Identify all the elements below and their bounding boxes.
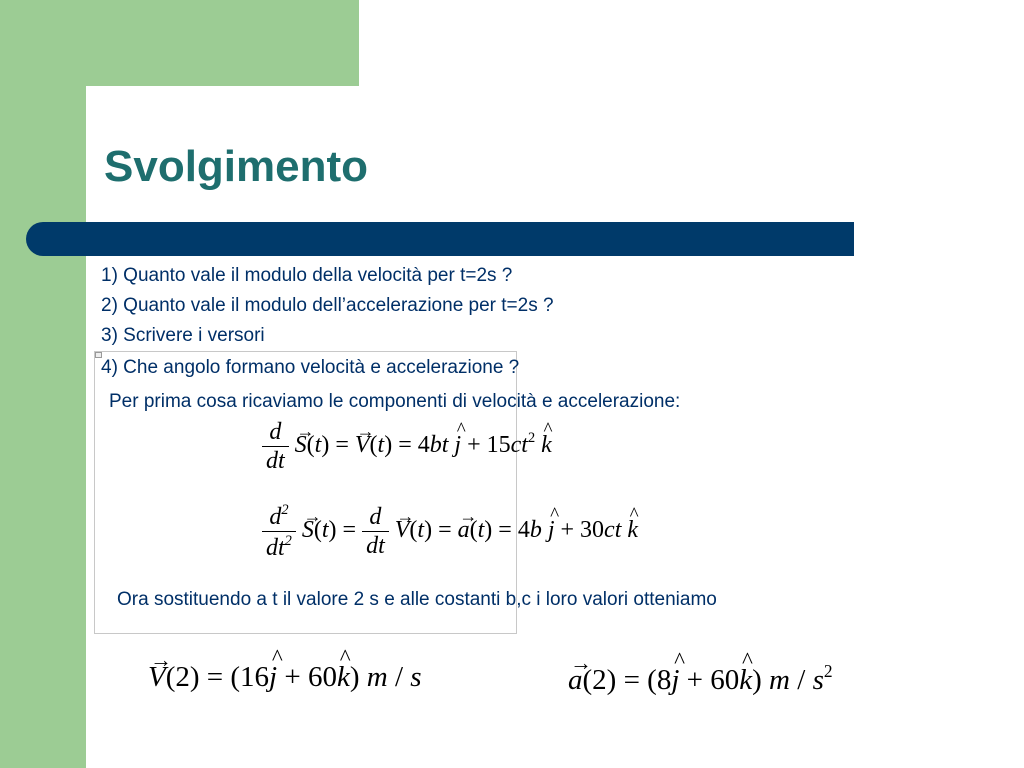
left-green-band (0, 0, 86, 768)
equation-acceleration-derivative: $\frac{d^2}{dt^2}$ → S(t) = $\frac{d}{dt}$ → V(t) = → a(t) = 4b ^ j + 30ct ^ k (262, 503, 638, 560)
equation-acceleration-result: → a(2) = (8^ j + 60^ k) m / $s^2$ (568, 663, 833, 695)
question-4: 4) Che angolo formano velocità e accelerazione ? (101, 357, 520, 378)
equation-velocity-result: → V(2) = (16^ j + 60^ k) m / s (148, 663, 422, 692)
question-1: 1) Quanto vale il modulo della velocità per t=2s ? (101, 265, 513, 286)
slide-title: Svolgimento (104, 142, 369, 191)
equation-velocity-derivative: $\frac{d}{dt}$ → S(t) = → V(t) = 4bt ^ $j + 15ct^2$ ^ k (262, 420, 552, 473)
question-2: 2) Quanto vale il modulo dell’accelerazione per t=2s ? (101, 295, 554, 316)
intro-text: Per prima cosa ricaviamo le componenti di velocità e accelerazione: (109, 391, 681, 412)
substitution-text: Ora sostituendo a t il valore 2 s e alle costanti b,c i loro valori otteniamo (117, 589, 717, 610)
question-3: 3) Scrivere i versori (101, 325, 265, 346)
title-underline-bar (26, 222, 854, 256)
top-green-band (86, 0, 359, 86)
